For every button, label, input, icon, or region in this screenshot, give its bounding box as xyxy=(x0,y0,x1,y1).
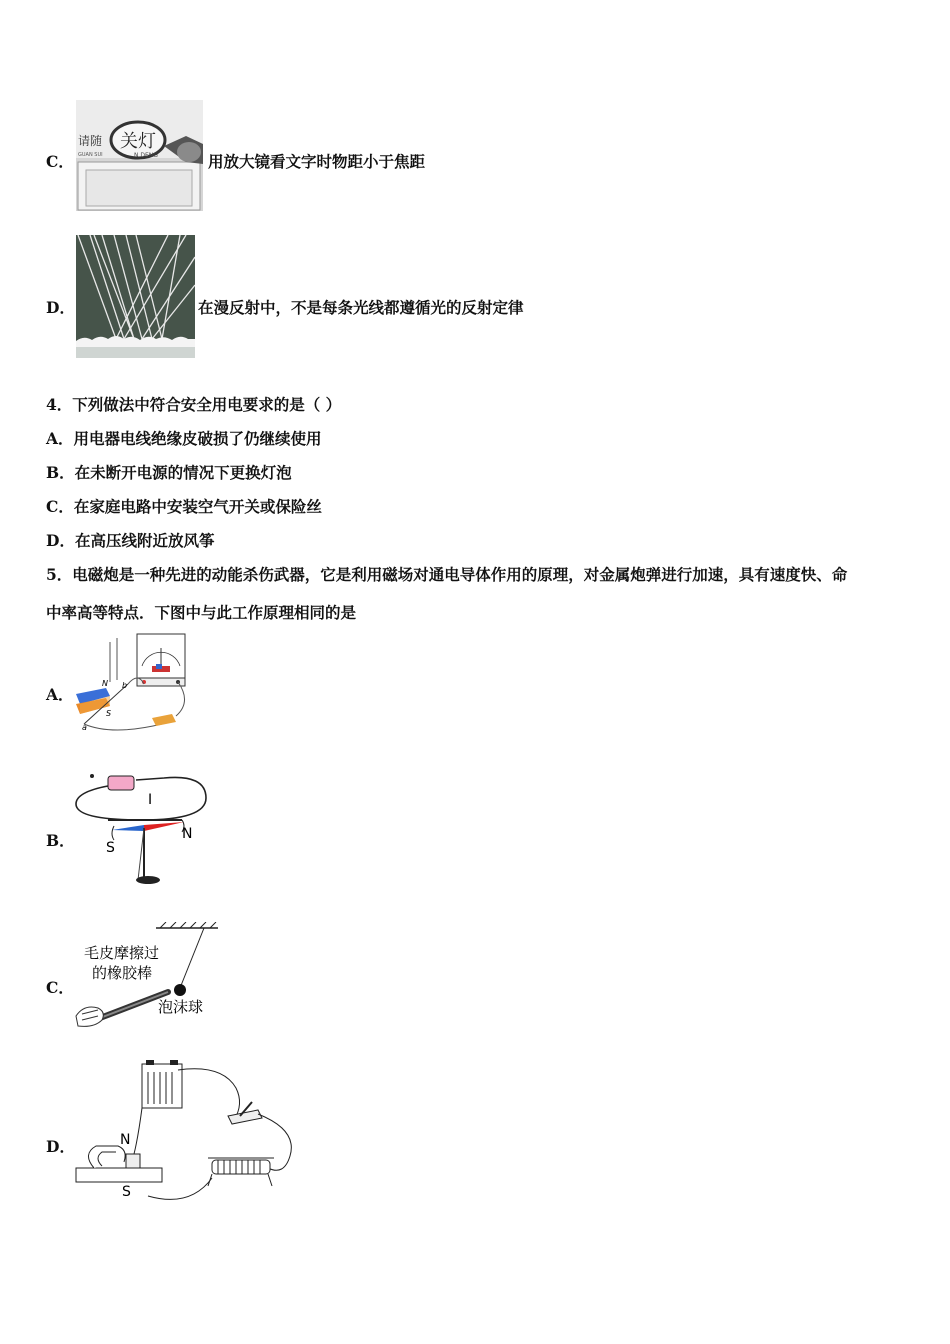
oersted-diagram xyxy=(72,768,212,890)
q4-option-c: C．在家庭电路中安装空气开关或保险丝 xyxy=(46,497,322,516)
sign-text-magnified: 关灯 xyxy=(120,131,156,152)
fig-a-a: a xyxy=(82,723,87,732)
sign-pinyin-right: N DENG xyxy=(134,152,158,159)
q4-option-d: D．在高压线附近放风筝 xyxy=(46,531,215,550)
q5-stem-line1: 5．电磁炮是一种先进的动能杀伤武器，它是利用磁场对通电导体作用的原理，对金属炮弹进行加速，具有速度快、命 xyxy=(46,565,848,584)
fig-c-rod-line2: 的橡胶棒 xyxy=(92,964,153,982)
fig-a-n: N xyxy=(102,679,108,688)
q5-option-a-label: A． xyxy=(46,685,74,704)
q5-option-d-label: D． xyxy=(46,1137,75,1156)
fig-d-n: N xyxy=(120,1132,131,1148)
q4-stem: 4．下列做法中符合安全用电要求的是（ ） xyxy=(46,395,342,414)
fig-d-s: S xyxy=(122,1184,131,1200)
fig-b-current: I xyxy=(148,792,153,808)
q3-option-c-label: C． xyxy=(46,152,74,171)
motor-principle-diagram xyxy=(72,1058,302,1210)
q4-option-a: A．用电器电线绝缘皮破损了仍继续使用 xyxy=(46,429,322,448)
galvanometer-magnet-diagram xyxy=(72,632,192,732)
fig-c-rod-line1: 毛皮摩擦过 xyxy=(84,944,160,962)
q3-option-c-text: 用放大镜看文字时物距小于焦距 xyxy=(208,152,426,171)
q4-option-b: B．在未断开电源的情况下更换灯泡 xyxy=(46,463,292,482)
magnifier-photo xyxy=(76,100,203,211)
q5-stem-line2: 中率高等特点．下图中与此工作原理相同的是 xyxy=(46,603,357,622)
fig-b-n: N xyxy=(182,826,193,842)
fig-a-s: S xyxy=(106,709,112,718)
q5-option-b-label: B． xyxy=(46,831,75,850)
sign-text-left: 请随 xyxy=(78,134,103,148)
sign-pinyin-left: GUAN SUI xyxy=(78,152,103,158)
q5-option-c-label: C． xyxy=(46,978,74,997)
fig-a-b: b xyxy=(122,681,128,690)
diffuse-reflection-photo xyxy=(76,235,195,358)
fig-c-ball: 泡沫球 xyxy=(158,998,204,1016)
q3-option-d-text: 在漫反射中，不是每条光线都遵循光的反射定律 xyxy=(198,298,524,317)
fig-b-s: S xyxy=(106,840,115,856)
charged-rod-diagram xyxy=(72,922,222,1034)
q3-option-d-label: D． xyxy=(46,298,75,317)
